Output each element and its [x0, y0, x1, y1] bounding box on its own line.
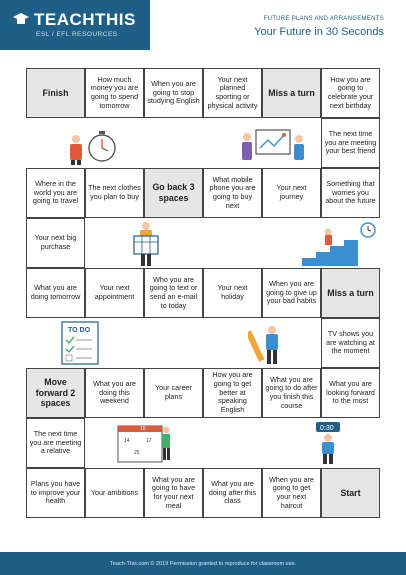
timer-person-illustration — [312, 420, 346, 466]
board-row-5 — [26, 268, 380, 318]
calendar-illustration — [114, 420, 174, 466]
board-square: Where in the world you are going to travel — [26, 168, 85, 218]
board-square: How you are going to get better at speaking English — [203, 368, 262, 418]
board-square: When you are going to give up your bad habits — [262, 268, 321, 318]
board-square: How much money you are going to spend tomorrow — [85, 68, 144, 118]
calendar-num: 25 — [134, 450, 140, 456]
board-square: Your next holiday — [203, 268, 262, 318]
board-row-3 — [26, 168, 380, 218]
board-square: What you are looking forward to the most — [321, 368, 380, 418]
square-finish: Finish — [26, 68, 85, 118]
board-square: Your next appointment — [85, 268, 144, 318]
stairs-clock-illustration — [294, 222, 380, 268]
brand-subtitle: ESL / EFL RESOURCES — [36, 31, 118, 38]
logo — [0, 0, 150, 50]
board-row-9 — [26, 468, 380, 518]
board-square: What you are doing tomorrow — [26, 268, 85, 318]
board-square: What you are doing after this class — [203, 468, 262, 518]
square-go-back-3: Go back 3 spaces — [144, 168, 203, 218]
board-square: How you are going to celebrate your next birthday — [321, 68, 380, 118]
todo-label: TO DO — [68, 327, 91, 334]
board-square: The next time you are meeting a relative — [26, 418, 85, 468]
board-square: Your career plans — [144, 368, 203, 418]
footer — [0, 552, 406, 575]
copyright-text: Teach-This.com © 2019 Permission granted to reproduce for classroom use. — [110, 560, 296, 567]
board-square: TV shows you are watching at the moment — [321, 318, 380, 368]
board-row-1 — [26, 68, 380, 118]
square-miss-a-turn: Miss a turn — [262, 68, 321, 118]
calendar-num: 17 — [146, 438, 152, 444]
board-square: Your next big purchase — [26, 218, 85, 268]
square-start: Start — [321, 468, 380, 518]
board-square: What you are going to do after you finish this course — [262, 368, 321, 418]
todo-list-illustration — [56, 320, 106, 366]
stopwatch-illustration — [62, 124, 142, 166]
board-square: What you are going to have for your next meal — [144, 468, 203, 518]
timer-label: 0:30 — [320, 425, 334, 432]
calendar-num: 14 — [124, 438, 130, 444]
board-square: Plans you have to improve your health — [26, 468, 85, 518]
board-square: Your ambitions — [85, 468, 144, 518]
board-square: Your next planned sporting or physical activity — [203, 68, 262, 118]
presentation-illustration — [234, 124, 314, 166]
mortarboard-icon — [12, 12, 30, 27]
board-square: Something that worries you about the future — [321, 168, 380, 218]
pencil-person-illustration — [248, 322, 288, 366]
square-miss-a-turn: Miss a turn — [321, 268, 380, 318]
worksheet-kicker: FUTURE PLANS AND ARRANGEMENTS — [263, 16, 384, 22]
worksheet-title: Your Future in 30 Seconds — [254, 26, 384, 38]
calendar-person-illustration — [126, 220, 166, 268]
brand-name: TEACHTHIS — [34, 10, 136, 29]
board-square: When you are going to stop studying English — [144, 68, 203, 118]
board-square: Who you are going to text or send an e-mail to today — [144, 268, 203, 318]
board-row-7 — [26, 368, 380, 418]
board-square: The next clothes you plan to buy — [85, 168, 144, 218]
board-square: When you are going to get your next haircut — [262, 468, 321, 518]
calendar-num: 10 — [140, 426, 146, 432]
board-square: What you are doing this weekend — [85, 368, 144, 418]
board-square: Your next journey — [262, 168, 321, 218]
board-square: What mobile phone you are going to buy next — [203, 168, 262, 218]
header — [0, 0, 406, 50]
board-square: The next time you are meeting your best friend — [321, 118, 380, 168]
square-move-forward-2: Move forward 2 spaces — [26, 368, 85, 418]
